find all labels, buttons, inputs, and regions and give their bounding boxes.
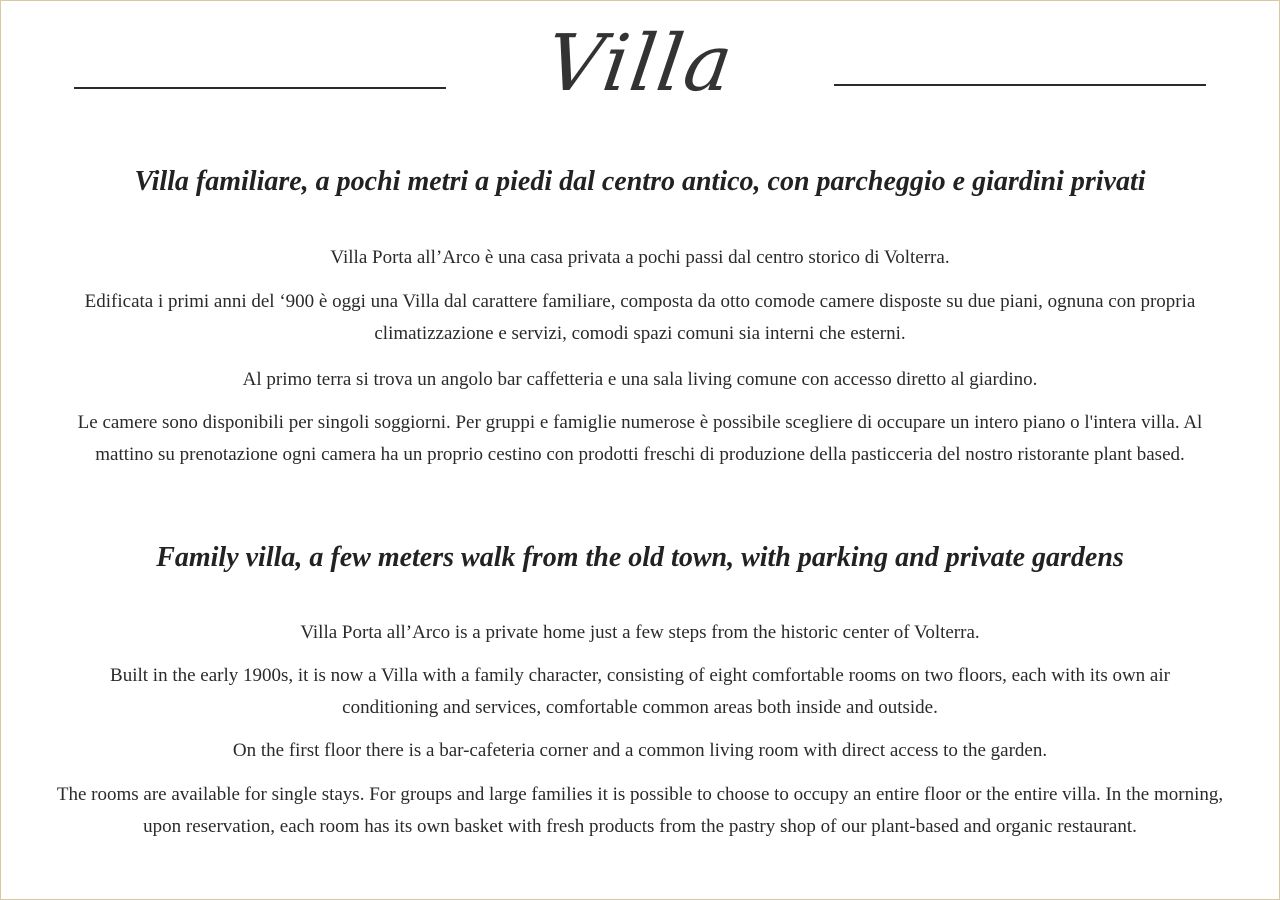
title-rule-left xyxy=(74,87,446,89)
english-paragraph-1: Villa Porta all’Arco is a private home just a few steps from the historic center of Volterra. xyxy=(300,622,980,643)
italian-heading: Villa familiare, a pochi metri a piedi dal centro antico, con parcheggio e giardini privati xyxy=(134,166,1146,197)
italian-paragraph-1: Villa Porta all’Arco è una casa privata a pochi passi dal centro storico di Volterra. xyxy=(330,247,950,268)
italian-paragraph-4-block xyxy=(40,407,1240,471)
italian-paragraph-3: Al primo terra si trova un angolo bar caffetteria e una sala living comune con accesso diretto al giardino. xyxy=(242,369,1038,390)
italian-paragraph-2-block xyxy=(64,286,1216,350)
english-paragraph-4: The rooms are available for single stays. For groups and large families it is possible to choose to occupy an entire floor or the entire villa. In the morning, upon reservation, each room has its own basket with fresh products from the pastry shop of our plant-based and organic restaurant. xyxy=(56,784,1224,837)
page-title: Villa xyxy=(540,19,740,109)
english-paragraph-1-block xyxy=(40,617,1240,649)
italian-paragraph-3-block xyxy=(40,364,1240,396)
english-paragraph-2: Built in the early 1900s, it is now a Villa with a family character, consisting of eight comfortable rooms on two floors, each with its own air conditioning and services, comfortable common areas both inside and outside. xyxy=(110,665,1170,718)
english-paragraph-3: On the first floor there is a bar-cafeteria corner and a common living room with direct access to the garden. xyxy=(232,740,1048,761)
italian-paragraph-1-block xyxy=(40,242,1240,274)
english-heading: Family villa, a few meters walk from the old town, with parking and private gardens xyxy=(156,542,1124,573)
english-heading-block xyxy=(40,540,1240,576)
english-paragraph-3-block xyxy=(40,735,1240,767)
title-row xyxy=(0,0,1280,130)
italian-paragraph-2: Edificata i primi anni del ‘900 è oggi una Villa dal carattere familiare, composta da otto comode camere disposte su due piani, ognuna con propria climatizzazione e servizi, comodi spazi comuni sia interni che esterni. xyxy=(84,291,1196,344)
english-paragraph-4-block xyxy=(40,779,1240,843)
english-paragraph-2-block xyxy=(64,660,1216,724)
italian-paragraph-4: Le camere sono disponibili per singoli soggiorni. Per gruppi e famiglie numerose è possibile scegliere di occupare un intero piano o l'intera villa. Al mattino su prenotazione ogni camera ha un proprio cestino con prodotti freschi di produzione della pasticceria del nostro ristorante plant based. xyxy=(77,412,1203,465)
italian-heading-block xyxy=(40,164,1240,200)
title-rule-right xyxy=(834,84,1206,86)
